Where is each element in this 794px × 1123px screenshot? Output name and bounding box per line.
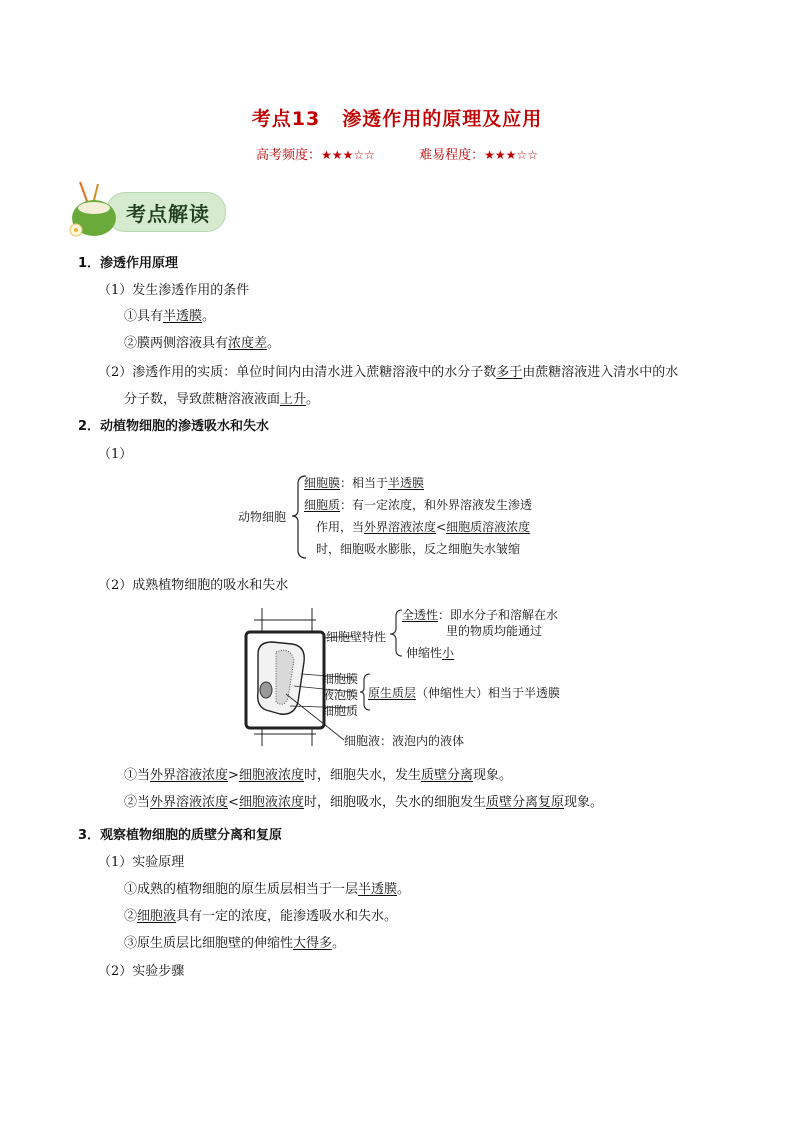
- plant-full-permeable-2: 里的物质均能通过: [446, 624, 543, 638]
- s1-d: 分子数，导致蔗糖溶液液面上升。: [124, 392, 320, 407]
- plant-membrane: 细胞膜: [322, 672, 359, 686]
- difficulty-stars: ★★★☆☆: [484, 148, 538, 162]
- s3-p2: （2）实验步骤: [98, 964, 185, 979]
- s1-p1: （1）发生渗透作用的条件: [98, 283, 250, 298]
- banner-text: 考点解读: [126, 202, 210, 226]
- frequency-stars: ★★★☆☆: [321, 148, 375, 162]
- s3-a: ①成熟的植物细胞的原生质层相当于一层半透膜。: [124, 882, 411, 897]
- s2-r2: ②当外界溶液浓度<细胞液浓度时，细胞吸水，失水的细胞发生质壁分离复原现象。: [124, 795, 603, 810]
- animal-membrane: 细胞膜：相当于半透膜: [304, 476, 425, 490]
- s1-a: ①具有半透膜。: [124, 309, 216, 324]
- plant-vacuole: 液泡膜: [322, 688, 359, 702]
- section-1-heading: 1．渗透作用原理: [78, 256, 179, 271]
- animal-cytoplasm-3: 时，细胞吸水膨胀，反之细胞失水皱缩: [316, 542, 521, 556]
- plant-cell-sap: 细胞液：液泡内的液体: [344, 734, 465, 748]
- coconut-icon: [66, 180, 126, 240]
- section-3-heading: 3．观察植物细胞的质壁分离和复原: [78, 828, 283, 843]
- s3-b: ②细胞液具有一定的浓度，能渗透吸水和失水。: [124, 909, 398, 924]
- plant-wall-label: 细胞壁特性: [326, 630, 387, 644]
- plant-full-permeable: 全透性：即水分子和溶解在水: [402, 608, 559, 622]
- animal-cytoplasm-2: 作用，当外界溶液浓度<细胞质溶液浓度: [316, 520, 531, 534]
- s1-b: ②膜两侧溶液具有浓度差。: [124, 336, 281, 351]
- animal-root-label: 动物细胞: [238, 510, 287, 524]
- animal-cell-diagram: [238, 470, 578, 562]
- frequency-row: 高考频度：★★★☆☆ 难易程度：★★★☆☆: [256, 148, 538, 163]
- plant-cell-diagram: [236, 602, 566, 752]
- s3-c: ③原生质层比细胞壁的伸缩性大得多。: [124, 936, 346, 951]
- page-title: 考点13 渗透作用的原理及应用: [251, 108, 543, 130]
- plant-cytoplasm: 细胞质: [322, 704, 359, 718]
- section-2-heading: 2．动植物细胞的渗透吸水和失水: [78, 419, 270, 434]
- s3-p1: （1）实验原理: [98, 855, 185, 870]
- animal-cytoplasm: 细胞质：有一定浓度，和外界溶液发生渗透: [304, 498, 533, 512]
- s2-p2: （2）成熟植物细胞的吸水和失水: [98, 578, 289, 593]
- plant-stretch: 伸缩性小: [406, 646, 455, 660]
- s1-c: （2）渗透作用的实质：单位时间内由清水进入蔗糖溶液中的水分子数多于由蔗糖溶液进入清水中的水: [98, 365, 679, 380]
- section-banner: [64, 178, 228, 240]
- s2-p1: （1）: [98, 447, 133, 462]
- plant-protoplast: 原生质层（伸缩性大）相当于半透膜: [368, 686, 561, 700]
- s2-r1: ①当外界溶液浓度>细胞液浓度时，细胞失水，发生质壁分离现象。: [124, 768, 512, 783]
